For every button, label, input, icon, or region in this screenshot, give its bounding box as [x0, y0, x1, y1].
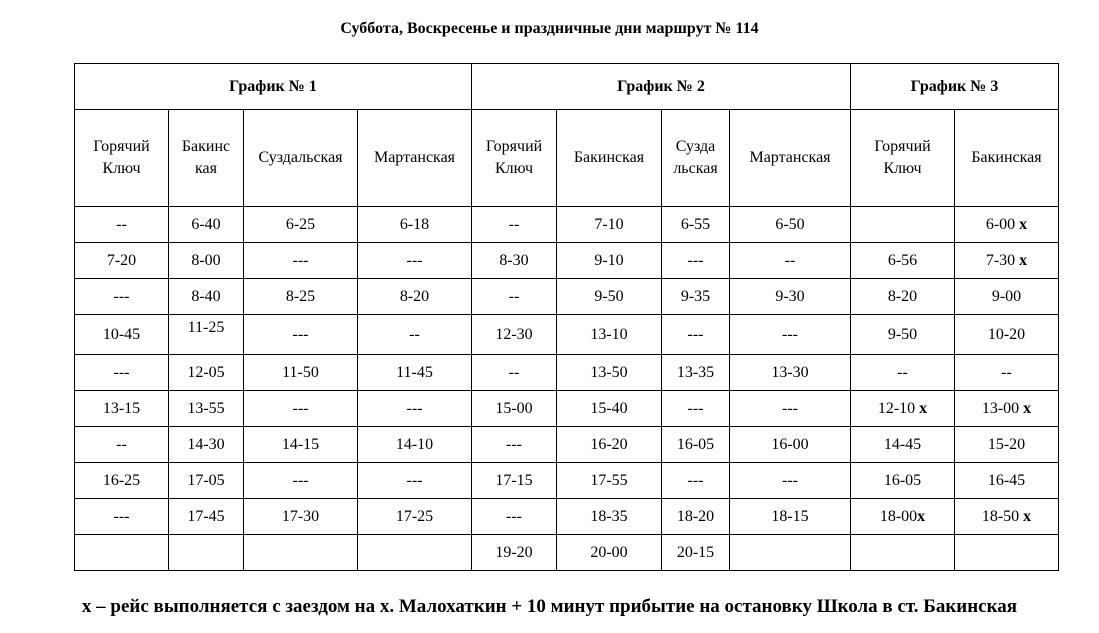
time-value: 16-05 [676, 435, 715, 453]
time-value: 14-45 [883, 435, 922, 453]
time-cell [169, 463, 244, 499]
time-cell [955, 243, 1059, 279]
time-value: 18-00 [879, 507, 918, 525]
time-value: 7-10 [594, 215, 624, 233]
time-value: -- [409, 325, 420, 343]
time-value: 13-10 [590, 325, 628, 343]
schedule-row [75, 427, 1059, 463]
time-cell [244, 391, 358, 427]
time-cell [472, 315, 557, 355]
schedule-body [75, 207, 1059, 571]
time-value: 11-45 [396, 363, 433, 381]
detour-mark: x [1019, 251, 1028, 269]
time-cell [244, 463, 358, 499]
time-value: 17-45 [187, 507, 225, 525]
time-cell [75, 499, 169, 535]
time-value: 9-35 [680, 287, 711, 305]
time-value: --- [406, 399, 423, 417]
time-cell [662, 315, 730, 355]
time-value: 6-00 [985, 215, 1016, 233]
stop-header [75, 110, 169, 207]
time-cell [557, 207, 662, 243]
time-cell [358, 427, 472, 463]
time-value: 17-15 [495, 471, 533, 489]
time-cell [662, 391, 730, 427]
time-cell [955, 463, 1059, 499]
time-cell [358, 463, 472, 499]
stop-header [557, 110, 662, 207]
schedule-row [75, 207, 1059, 243]
time-cell [851, 279, 955, 315]
time-cell [169, 355, 244, 391]
time-value: 16-20 [590, 435, 628, 453]
time-value: 13-30 [771, 363, 809, 381]
time-value: --- [506, 507, 522, 525]
time-cell [472, 427, 557, 463]
stop-name-line1: Суздальская [258, 149, 343, 166]
time-value: 11-25 [187, 319, 225, 336]
time-cell [730, 391, 851, 427]
time-value: 13-00 [981, 399, 1020, 417]
time-cell [472, 535, 557, 571]
stop-name-line1: Мартанская [749, 149, 831, 166]
time-cell [662, 279, 730, 315]
time-value: 10-45 [102, 325, 141, 343]
time-cell [730, 499, 851, 535]
time-value: --- [687, 325, 704, 343]
time-value: 8-20 [887, 287, 918, 305]
time-cell [244, 535, 358, 571]
time-cell [662, 355, 730, 391]
time-cell [358, 535, 472, 571]
time-cell [358, 355, 472, 391]
time-value: 6-56 [887, 251, 918, 269]
stop-name-line1: Бакинс [181, 138, 231, 155]
time-value: --- [782, 325, 798, 343]
schedule-table [74, 63, 1059, 571]
time-value: 12-30 [495, 325, 533, 343]
time-cell [851, 535, 955, 571]
schedule-row [75, 279, 1059, 315]
time-value: -- [1001, 363, 1012, 381]
time-cell [557, 243, 662, 279]
time-cell [472, 279, 557, 315]
time-value: 17-05 [187, 471, 225, 489]
time-cell [358, 243, 472, 279]
time-value: 18-35 [590, 507, 628, 525]
time-value: --- [113, 363, 130, 381]
time-value: -- [784, 251, 796, 269]
time-value: --- [292, 399, 309, 417]
time-value: --- [406, 471, 423, 489]
time-cell [955, 535, 1059, 571]
time-value: 10-20 [987, 325, 1026, 343]
time-value: 19-20 [495, 543, 533, 561]
time-cell [472, 499, 557, 535]
time-cell [358, 207, 472, 243]
time-value: 6-40 [191, 215, 221, 233]
time-cell [955, 279, 1059, 315]
schedule-row [75, 499, 1059, 535]
time-cell [955, 315, 1059, 355]
schedule-row [75, 391, 1059, 427]
time-cell [557, 315, 662, 355]
time-value: 17-30 [281, 507, 320, 525]
time-value: --- [292, 325, 309, 343]
time-cell [169, 207, 244, 243]
stop-name-line1: Бакинская [573, 149, 645, 166]
time-value: 11-50 [282, 363, 319, 381]
time-value: -- [508, 363, 520, 381]
time-cell [472, 355, 557, 391]
time-cell [358, 391, 472, 427]
schedule-row [75, 463, 1059, 499]
time-value: 8-30 [499, 251, 529, 269]
group-header-3: График № 3 [851, 64, 1059, 110]
time-cell [169, 535, 244, 571]
time-cell [730, 463, 851, 499]
time-cell [472, 391, 557, 427]
stop-name-line2: Ключ [494, 160, 534, 177]
time-cell [75, 207, 169, 243]
detour-mark: x [917, 507, 926, 525]
stop-name-line1: Бакинская [971, 149, 1042, 166]
time-value: 13-15 [102, 399, 141, 417]
time-cell [955, 207, 1059, 243]
time-value: 14-15 [281, 435, 320, 453]
time-cell [75, 315, 169, 355]
stop-name-line1: Мартанская [373, 149, 456, 166]
time-cell [358, 315, 472, 355]
time-cell [662, 243, 730, 279]
time-cell [244, 279, 358, 315]
time-value: 8-20 [399, 287, 430, 305]
stop-header [472, 110, 557, 207]
stop-header [169, 110, 244, 207]
stop-header [851, 110, 955, 207]
time-value: 15-20 [987, 435, 1026, 453]
detour-mark: x [919, 399, 928, 417]
time-cell [851, 499, 955, 535]
time-value: 15-00 [495, 399, 533, 417]
time-value: 18-20 [676, 507, 715, 525]
time-value: 17-55 [590, 471, 628, 489]
time-value: 9-50 [594, 287, 624, 305]
time-cell [851, 315, 955, 355]
time-cell [75, 427, 169, 463]
time-value: --- [113, 507, 130, 525]
time-cell [75, 535, 169, 571]
time-cell [75, 355, 169, 391]
group-header-2: График № 2 [472, 64, 851, 110]
time-cell [169, 279, 244, 315]
time-value: --- [292, 471, 309, 489]
time-value: --- [506, 435, 522, 453]
time-value: 18-15 [771, 507, 809, 525]
time-cell [851, 427, 955, 463]
time-value: 15-40 [590, 399, 628, 417]
time-cell [472, 243, 557, 279]
time-value: --- [782, 471, 798, 489]
time-cell [557, 279, 662, 315]
time-cell [662, 499, 730, 535]
time-cell [730, 355, 851, 391]
time-cell [169, 499, 244, 535]
time-value: 6-55 [680, 215, 711, 233]
time-value: 12-05 [187, 363, 225, 381]
time-value: -- [897, 363, 908, 381]
time-cell [169, 243, 244, 279]
time-value: --- [292, 251, 309, 269]
time-cell [169, 427, 244, 463]
group-header-row [75, 64, 1059, 110]
time-value: 20-15 [676, 543, 715, 561]
time-cell [730, 243, 851, 279]
time-value: 13-55 [187, 399, 225, 417]
time-cell [557, 463, 662, 499]
time-value: --- [782, 399, 798, 417]
time-value: 7-30 [985, 251, 1016, 269]
time-value: --- [687, 251, 704, 269]
time-cell [851, 243, 955, 279]
time-value: 6-25 [285, 215, 316, 233]
page-title: Суббота, Воскресенье и праздничные дни маршрут № 114 [340, 20, 759, 37]
time-cell [851, 207, 955, 243]
stop-name-line1: Горячий [874, 138, 931, 155]
time-value: 6-50 [775, 215, 805, 233]
stop-header-row [75, 110, 1059, 207]
time-cell [730, 427, 851, 463]
time-value: 17-25 [395, 507, 434, 525]
time-cell [662, 535, 730, 571]
time-value: 18-50 [981, 507, 1020, 525]
time-cell [955, 499, 1059, 535]
stop-header [662, 110, 730, 207]
time-value: 13-35 [676, 363, 715, 381]
stop-name-line2: Ключ [883, 160, 922, 177]
time-cell [244, 355, 358, 391]
time-value: --- [687, 471, 704, 489]
time-value: 16-45 [987, 471, 1026, 489]
time-cell [244, 315, 358, 355]
time-value: -- [116, 215, 127, 233]
time-value: 8-00 [191, 251, 221, 269]
schedule-row [75, 243, 1059, 279]
footnote: х – рейс выполняется с заездом на х. Малохаткин + 10 минут прибытие на остановку Школа в ст. Бакинская [81, 596, 1018, 617]
time-cell [358, 499, 472, 535]
time-value: 16-05 [883, 471, 922, 489]
time-value: 20-00 [590, 543, 628, 561]
stop-name-line2: кая [195, 160, 217, 177]
time-cell [358, 279, 472, 315]
detour-mark: x [1023, 507, 1032, 525]
schedule-row [75, 315, 1059, 355]
time-cell [75, 279, 169, 315]
time-value: 9-50 [887, 325, 918, 343]
time-cell [557, 427, 662, 463]
time-value: --- [406, 251, 423, 269]
time-value: --- [687, 399, 704, 417]
time-value: 13-50 [590, 363, 628, 381]
time-cell [662, 207, 730, 243]
time-value: 12-10 [877, 399, 916, 417]
group-header-1: График № 1 [75, 64, 472, 110]
time-cell [662, 463, 730, 499]
time-cell [244, 243, 358, 279]
time-cell [851, 355, 955, 391]
time-cell [557, 535, 662, 571]
time-cell [169, 391, 244, 427]
time-value: -- [116, 435, 127, 453]
stop-name-line1: Горячий [485, 138, 543, 155]
time-cell [851, 463, 955, 499]
time-cell [730, 315, 851, 355]
stop-name-line2: льская [673, 160, 718, 177]
time-value: 9-10 [594, 251, 624, 269]
time-cell [557, 499, 662, 535]
time-value: 9-00 [991, 287, 1022, 305]
time-cell [557, 355, 662, 391]
time-cell [75, 243, 169, 279]
time-cell [472, 207, 557, 243]
time-cell [730, 279, 851, 315]
time-cell [955, 355, 1059, 391]
schedule-row [75, 355, 1059, 391]
time-cell [472, 463, 557, 499]
time-cell [730, 207, 851, 243]
time-value: 8-25 [285, 287, 316, 305]
time-value: -- [508, 215, 520, 233]
time-value: 8-40 [191, 287, 221, 305]
stop-header [955, 110, 1059, 207]
schedule-row [75, 535, 1059, 571]
stop-name-line1: Горячий [93, 138, 150, 155]
time-cell [955, 427, 1059, 463]
time-cell [244, 207, 358, 243]
stop-name-line1: Сузда [675, 138, 716, 155]
time-value: 6-18 [399, 215, 430, 233]
detour-mark: x [1019, 215, 1028, 233]
time-value: -- [508, 287, 520, 305]
time-cell [662, 427, 730, 463]
time-value: 14-10 [395, 435, 434, 453]
stop-header [730, 110, 851, 207]
time-value: --- [113, 287, 130, 305]
time-cell [730, 535, 851, 571]
time-value: 7-20 [106, 251, 137, 269]
time-cell [244, 427, 358, 463]
detour-mark: x [1023, 399, 1032, 417]
time-cell [955, 391, 1059, 427]
time-cell [557, 391, 662, 427]
time-value: 14-30 [187, 435, 225, 453]
time-value: 16-25 [102, 471, 141, 489]
stop-header [244, 110, 358, 207]
time-cell [244, 499, 358, 535]
stop-name-line2: Ключ [102, 160, 141, 177]
stop-header [358, 110, 472, 207]
time-value: 9-30 [775, 287, 805, 305]
time-cell [75, 463, 169, 499]
time-cell [851, 391, 955, 427]
time-cell [75, 391, 169, 427]
time-cell [169, 315, 244, 355]
time-value: 16-00 [771, 435, 809, 453]
